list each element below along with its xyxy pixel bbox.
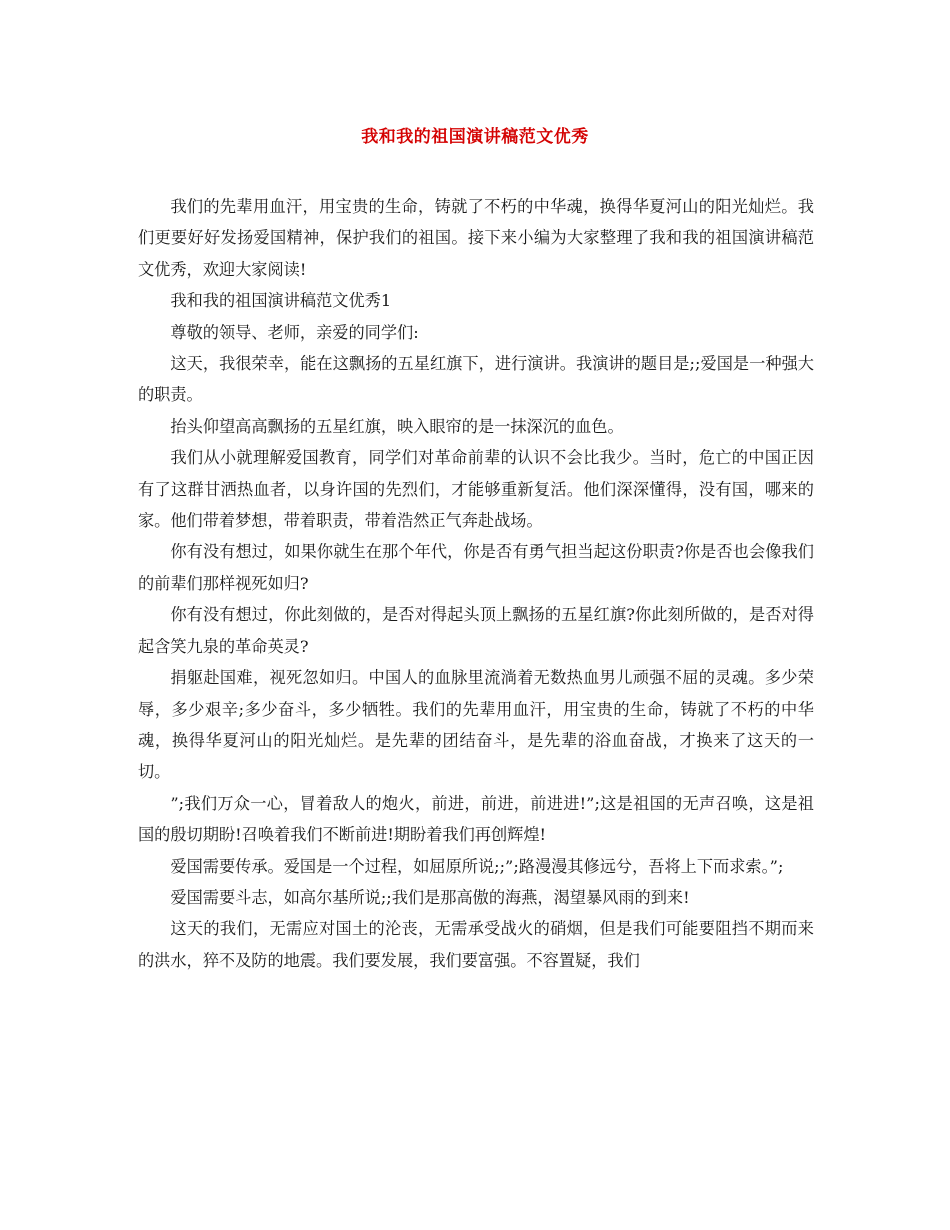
paragraph-intro: 我们的先辈用血汗，用宝贵的生命，铸就了不朽的中华魂，换得华夏河山的阳光灿烂。我们更要好好发扬爱国精神，保护我们的祖国。接下来小编为大家整理了我和我的祖国演讲稿范文优秀，欢迎大家阅读!	[138, 197, 814, 279]
paragraph: 你有没有想过，如果你就生在那个年代，你是否有勇气担当起这份职责?你是否也会像我们的前辈们那样视死如归?	[138, 542, 814, 593]
document-body	[138, 191, 814, 976]
paragraph: 这天的我们，无需应对国土的沦丧，无需承受战火的硝烟，但是我们可能要阻挡不期而来的洪水，猝不及防的地震。我们要发展，我们要富强。不容置疑，我们	[138, 919, 814, 970]
paragraph: 你有没有想过，你此刻做的，是否对得起头顶上飘扬的五星红旗?你此刻所做的，是否对得起含笑九泉的革命英灵?	[138, 605, 814, 656]
paragraph-salutation: 尊敬的领导、老师，亲爱的同学们:	[170, 322, 419, 342]
paragraph: 这天，我很荣幸，能在这飘扬的五星红旗下，进行演讲。我演讲的题目是;;爱国是一种强大的职责。	[138, 354, 814, 405]
paragraph: 爱国需要传承。爱国是一个过程，如屈原所说;;”;路漫漫其修远兮，吾将上下而求索。”;	[170, 856, 784, 876]
paragraph: 抬头仰望高高飘扬的五星红旗，映入眼帘的是一抹深沉的血色。	[170, 416, 624, 436]
document-title: 我和我的祖国演讲稿范文优秀	[361, 127, 589, 147]
paragraph-subtitle: 我和我的祖国演讲稿范文优秀1	[170, 291, 392, 311]
paragraph: 爱国需要斗志，如高尔基所说;;我们是那高傲的海燕，渴望暴风雨的到来!	[170, 887, 690, 907]
paragraph: 捐躯赴国难，视死忽如归。中国人的血脉里流淌着无数热血男儿顽强不屈的灵魂。多少荣辱，多少艰辛;多少奋斗，多少牺牲。我们的先辈用血汗，用宝贵的生命，铸就了不朽的中华魂，换得华夏河山的阳光灿烂。是先辈的团结奋斗，是先辈的浴血奋战，才换来了这天的一切。	[138, 668, 814, 782]
paragraph: 我们从小就理解爱国教育，同学们对革命前辈的认识不会比我少。当时，危亡的中国正因有了这群甘洒热血者，以身许国的先烈们，才能够重新复活。他们深深懂得，没有国，哪来的家。他们带着梦想，带着职责，带着浩然正气奔赴战场。	[138, 448, 814, 531]
paragraph: ”;我们万众一心，冒着敌人的炮火，前进，前进，前进进!”;这是祖国的无声召唤，这是祖国的殷切期盼!召唤着我们不断前进!期盼着我们再创辉煌!	[138, 793, 814, 845]
